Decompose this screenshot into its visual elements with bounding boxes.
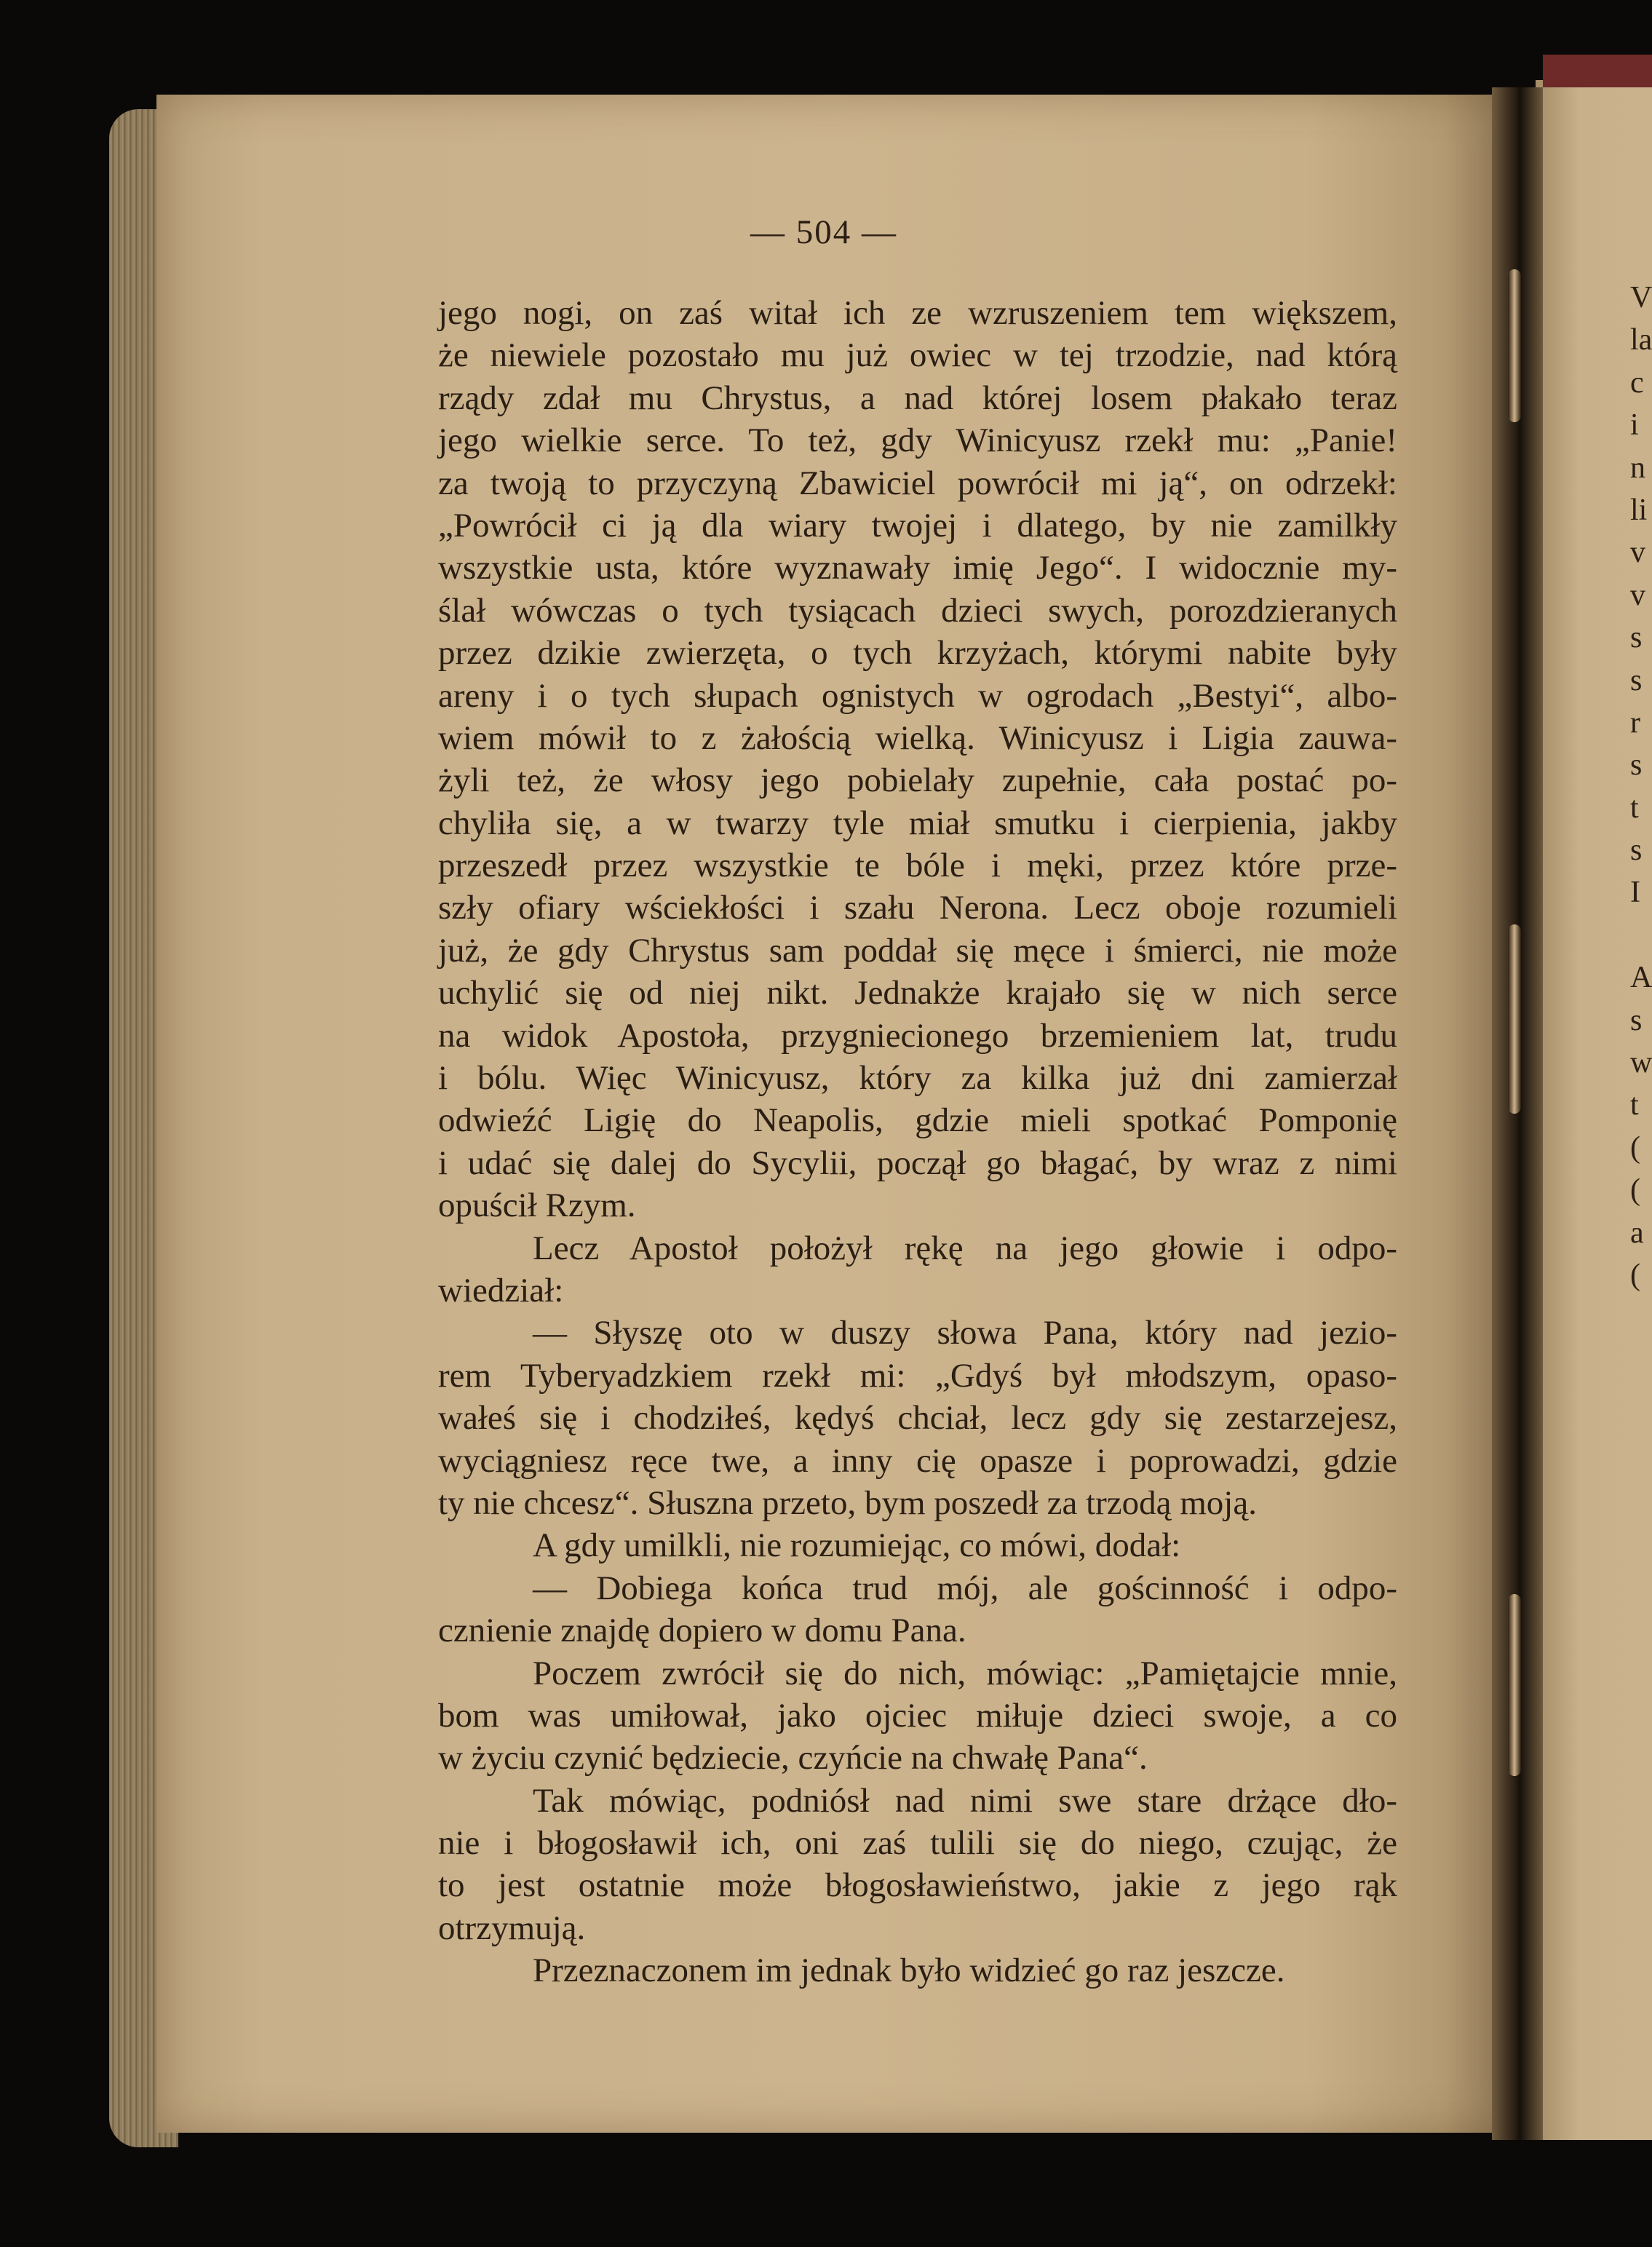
text-line: jego wielkie serce. To też, gdy Winicyusz rzekł mu: „Panie! — [438, 421, 1397, 460]
text-line: i udać się dalej do Sycylii, począł go błagać, by wraz z nimi — [438, 1144, 1397, 1182]
facing-page-fragment: s — [1630, 833, 1643, 868]
text-line: przez dzikie zwierzęta, o tych krzyżach, którymi nabite były — [438, 634, 1397, 673]
facing-page-fragment: la — [1630, 323, 1652, 357]
facing-page-text-fragments — [1630, 277, 1652, 1296]
facing-page-fragment: s — [1630, 663, 1643, 697]
facing-page-fragment: c — [1630, 365, 1644, 400]
facing-page-fragment: n — [1630, 451, 1645, 485]
facing-page-fragment: r — [1630, 705, 1640, 740]
text-line: — Dobiega końca trud mój, ale gościnność i odpo- — [533, 1569, 1397, 1607]
text-line: w życiu czynić będziecie, czyńcie na chwałę Pana“. — [438, 1739, 1148, 1778]
text-line: Tak mówiąc, podniósł nad nimi swe stare drżące dło- — [533, 1781, 1397, 1820]
text-line: przeszedł przez wszystkie te bóle i męki, przez które prze- — [438, 847, 1397, 885]
text-line: wałeś się i chodziłeś, kędyś chciał, lecz gdy się zestarzejesz, — [438, 1399, 1397, 1438]
book-cover-corner — [1543, 55, 1652, 87]
facing-page-fragment: A — [1630, 961, 1652, 995]
text-line: chyliła się, a w twarzy tyle miał smutku i cierpienia, jakby — [438, 804, 1397, 842]
text-line: już, że gdy Chrystus sam poddał się męce i śmierci, nie może — [438, 931, 1397, 970]
text-line: ty nie chcesz“. Słuszna przeto, bym poszedł za trzodą moją. — [438, 1483, 1257, 1522]
text-line: rządy zdał mu Chrystus, a nad której losem płakało teraz — [438, 379, 1397, 417]
facing-page-fragment: ( — [1630, 1258, 1640, 1292]
text-line: — Słyszę oto w duszy słowa Pana, który nad jezio- — [533, 1314, 1397, 1352]
text-line: otrzymują. — [438, 1909, 586, 1947]
text-line: wiedział: — [438, 1271, 564, 1309]
text-line: wiem mówił to z żałością wielką. Winicyusz i Ligia zauwa- — [438, 718, 1397, 757]
text-line: ślał wówczas o tych tysiącach dzieci swych, porozdzieranych — [438, 591, 1397, 630]
facing-page-fragment: V — [1630, 281, 1652, 314]
text-line: „Powrócił ci ją dla wiary twojej i dlatego, by nie zamilkły — [438, 506, 1397, 544]
facing-page-fragment — [1630, 914, 1652, 956]
facing-page-fragment: v — [1630, 578, 1645, 612]
page-body-text — [438, 292, 1397, 1992]
text-line: A gdy umilkli, nie rozumiejąc, co mówi, dodał: — [533, 1526, 1181, 1565]
facing-page-fragment: I — [1630, 876, 1640, 910]
facing-page-fragment: s — [1630, 748, 1643, 782]
text-line: areny i o tych słupach ognistych w ogrodach „Bestyi“, albo- — [438, 676, 1397, 715]
facing-page-fragment: s — [1630, 1003, 1643, 1037]
text-line: uchylić się od niej nikt. Jednakże krajało się w nich serce — [438, 974, 1397, 1012]
facing-page-fragment: li — [1630, 493, 1648, 527]
text-line: że niewiele pozostało mu już owiec w tej trzodzie, nad którą — [438, 336, 1397, 375]
text-line: Przeznaczonem im jednak było widzieć go raz jeszcze. — [533, 1951, 1285, 1990]
facing-page-fragment: t — [1630, 790, 1639, 825]
facing-page-fragment: a — [1630, 1216, 1644, 1250]
text-line: odwieźć Ligię do Neapolis, gdzie mieli spotkać Pomponię — [438, 1101, 1397, 1140]
facing-page-fragment: i — [1630, 408, 1639, 443]
binding-stitch — [1508, 924, 1521, 1114]
text-line: i bólu. Więc Winicyusz, który za kilka już dni zamierzał — [438, 1059, 1397, 1098]
text-line: na widok Apostoła, przygniecionego brzemieniem lat, trudu — [438, 1016, 1397, 1055]
text-line: cznienie znajdę dopiero w domu Pana. — [438, 1612, 966, 1650]
facing-page-fragment: ( — [1630, 1173, 1640, 1208]
text-line: jego nogi, on zaś witał ich ze wzruszeniem tem większem, — [438, 294, 1397, 332]
page-number: — 504 — — [750, 213, 897, 251]
text-line: opuścił Rzym. — [438, 1186, 636, 1225]
facing-page-fragment: t — [1630, 1088, 1639, 1122]
text-line: nie i błogosławił ich, oni zaś tulili się do niego, czując, że — [438, 1824, 1397, 1863]
text-line: to jest ostatnie może błogosławieństwo, jakie z jego rąk — [438, 1866, 1397, 1905]
text-line: wszystkie usta, które wyznawały imię Jego“. I widocznie my- — [438, 549, 1397, 587]
facing-page-fragment: v — [1630, 536, 1645, 570]
text-line: wyciągniesz ręce twe, a inny cię opasze i poprowadzi, gdzie — [438, 1441, 1397, 1480]
facing-page-fragment: ( — [1630, 1130, 1640, 1165]
binding-stitch — [1508, 269, 1521, 422]
text-line: żyli też, że włosy jego pobielały zupełnie, cała postać po- — [438, 761, 1397, 800]
text-line: szły ofiary wściekłości i szału Nerona. Lecz oboje rozumieli — [438, 889, 1397, 927]
text-line: bom was umiłował, jako ojciec miłuje dzieci swoje, a co — [438, 1696, 1397, 1735]
facing-page-fragment: w — [1630, 1046, 1652, 1080]
text-line: Poczem zwrócił się do nich, mówiąc: „Pamiętajcie mnie, — [533, 1654, 1397, 1692]
facing-page-fragment: s — [1630, 621, 1643, 655]
binding-stitch — [1508, 1594, 1521, 1776]
text-line: Lecz Apostoł położył rękę na jego głowie i odpo- — [533, 1229, 1397, 1267]
text-line: rem Tyberyadzkiem rzekł mi: „Gdyś był młodszym, opaso- — [438, 1356, 1397, 1395]
text-line: za twoją to przyczyną Zbawiciel powrócił mi ją“, on odrzekł: — [438, 464, 1397, 502]
